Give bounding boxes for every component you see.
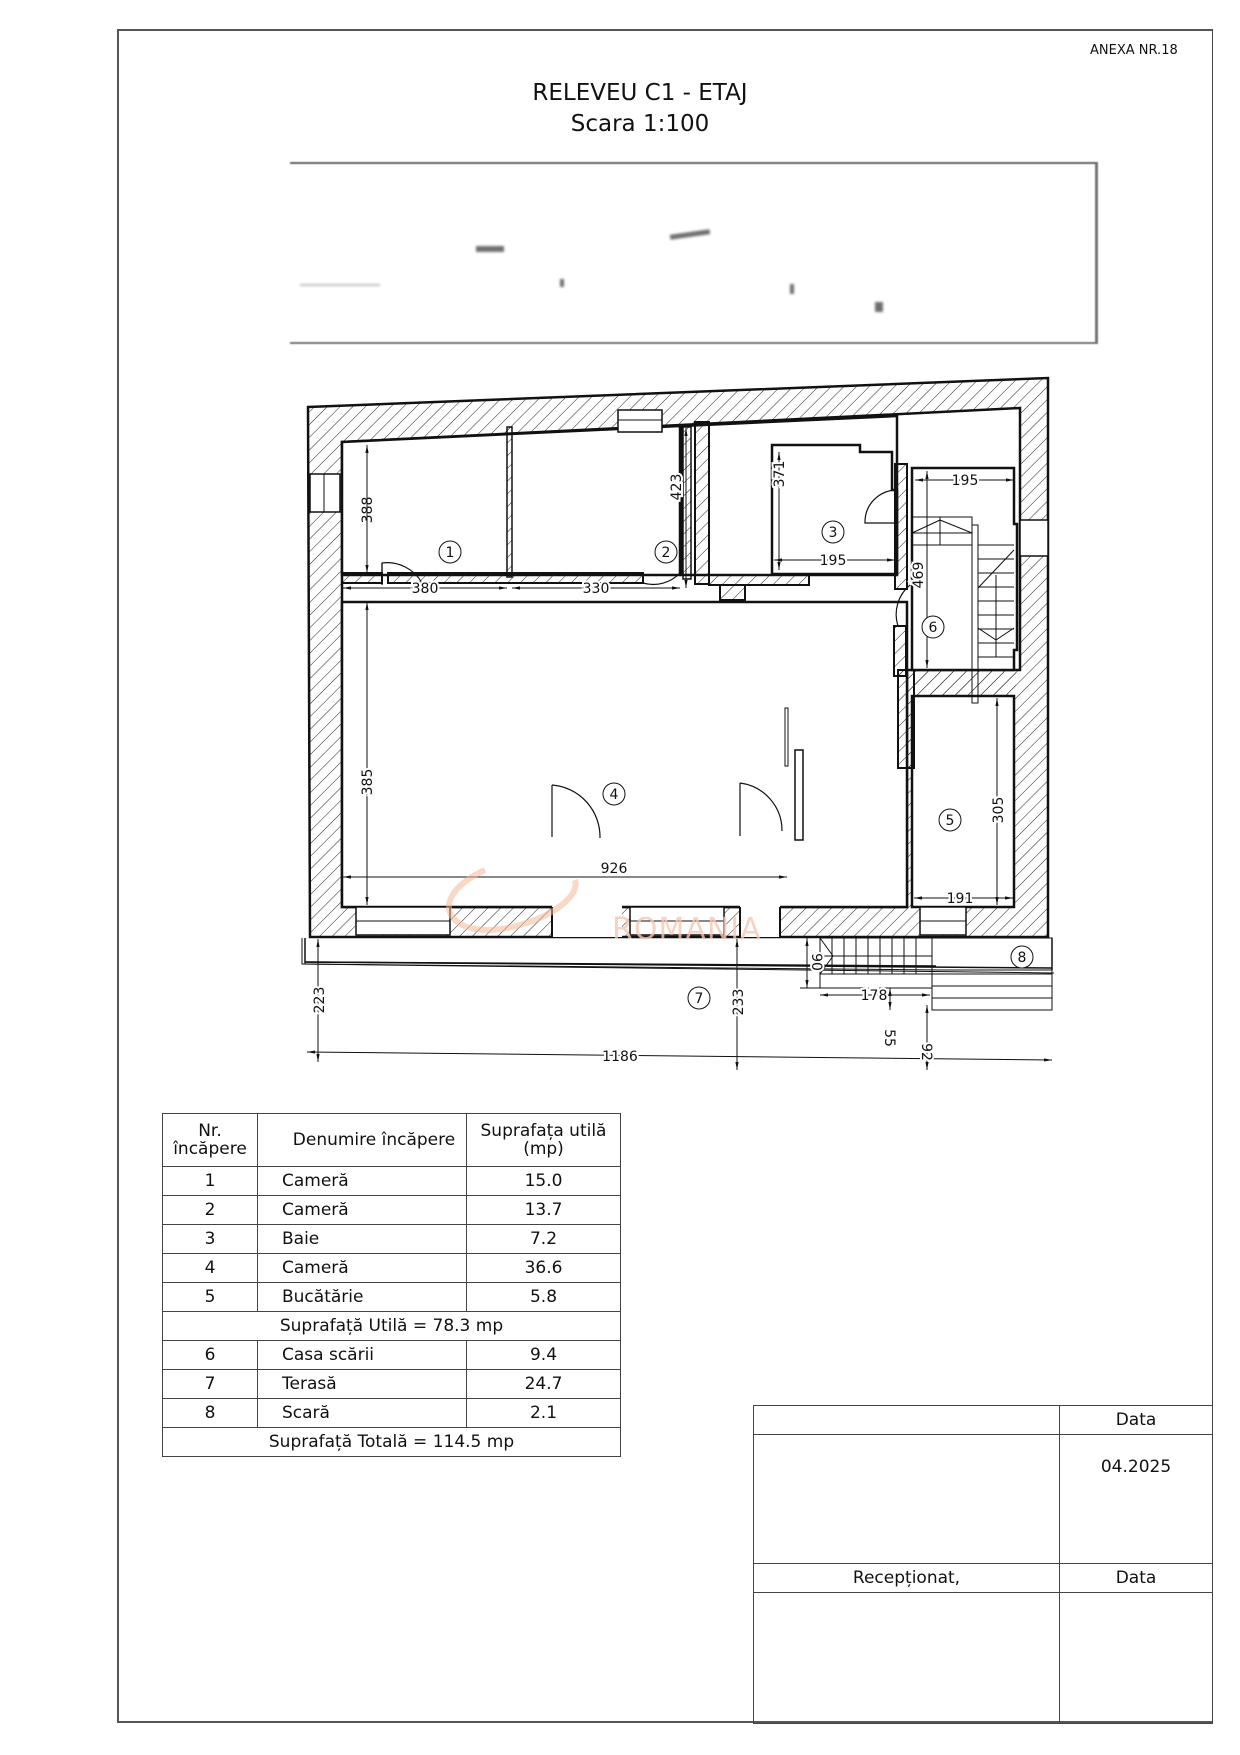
useful-total-row: Suprafață Utilă = 78.3 mp bbox=[163, 1312, 621, 1341]
svg-text:7: 7 bbox=[694, 991, 704, 1007]
table-row: 3 Baie 7.2 bbox=[163, 1225, 621, 1254]
room-area-table bbox=[162, 1113, 621, 1457]
redacted-site-plan bbox=[290, 162, 1098, 344]
watermark: ROMANIA bbox=[612, 912, 762, 947]
room-marker-3 bbox=[822, 521, 844, 543]
annex-label: ANEXA NR.18 bbox=[1090, 43, 1178, 58]
room-marker-8 bbox=[1011, 946, 1033, 968]
svg-text:6: 6 bbox=[928, 620, 938, 636]
table-row: 2 Cameră 13.7 bbox=[163, 1196, 621, 1225]
stamp-blank-header bbox=[754, 1406, 1060, 1435]
dim-room1-width: 380 bbox=[411, 581, 439, 597]
dim-stair8-rise: 90 bbox=[808, 953, 824, 971]
dim-room2-height: 423 bbox=[669, 473, 685, 501]
stamp-date-value: 04.2025 bbox=[1060, 1435, 1213, 1564]
table-row: 7 Terasă 24.7 bbox=[163, 1370, 621, 1399]
svg-text:1: 1 bbox=[445, 545, 455, 561]
dim-terrace-right: 233 bbox=[731, 988, 747, 1016]
dim-terrace-length: 1186 bbox=[602, 1049, 638, 1065]
page-title bbox=[450, 78, 830, 140]
scale-text: Scara 1:100 bbox=[570, 111, 710, 137]
room-marker-5 bbox=[939, 809, 961, 831]
table-row: 6 Casa scării 9.4 bbox=[163, 1341, 621, 1370]
table-row: 5 Bucătărie 5.8 bbox=[163, 1283, 621, 1312]
dim-terrace-left: 223 bbox=[312, 986, 328, 1014]
dim-room4-width: 926 bbox=[600, 861, 628, 877]
header-area: Suprafața utilă (mp) bbox=[467, 1114, 621, 1167]
table-row: 4 Cameră 36.6 bbox=[163, 1254, 621, 1283]
header-name: Denumire încăpere bbox=[258, 1114, 467, 1167]
page-border-right bbox=[1212, 29, 1213, 1409]
received-signature-area bbox=[754, 1593, 1060, 1724]
svg-text:5: 5 bbox=[945, 813, 955, 829]
dim-stair8-edge: 92 bbox=[918, 1043, 934, 1061]
received-date-header: Data bbox=[1060, 1564, 1213, 1593]
grand-total-row: Suprafață Totală = 114.5 mp bbox=[163, 1428, 621, 1457]
header-nr: Nr. încăpere bbox=[163, 1114, 258, 1167]
dim-stair-height: 469 bbox=[911, 561, 927, 589]
table-row: 8 Scară 2.1 bbox=[163, 1399, 621, 1428]
table-header-row bbox=[163, 1114, 621, 1167]
room-marker-4 bbox=[603, 783, 625, 805]
dim-room5-height: 305 bbox=[991, 796, 1007, 824]
dim-room4-height: 385 bbox=[360, 768, 376, 796]
received-date-area bbox=[1060, 1593, 1213, 1724]
room-marker-6 bbox=[922, 616, 944, 638]
room-marker-2 bbox=[655, 541, 677, 563]
dim-stair8-width: 178 bbox=[860, 988, 888, 1004]
title-text: RELEVEU C1 - ETAJ bbox=[532, 80, 748, 106]
svg-text:3: 3 bbox=[828, 525, 838, 541]
dim-room3-width: 195 bbox=[819, 553, 847, 569]
dim-room2-width: 330 bbox=[582, 581, 610, 597]
stamp-date-header: Data bbox=[1060, 1406, 1213, 1435]
floor-plan bbox=[300, 370, 1060, 1090]
received-label: Recepționat, bbox=[754, 1564, 1060, 1593]
room-marker-7 bbox=[688, 987, 710, 1009]
svg-text:4: 4 bbox=[609, 787, 619, 803]
table-row: 1 Cameră 15.0 bbox=[163, 1167, 621, 1196]
dim-stair8-step: 55 bbox=[881, 1029, 897, 1047]
dim-room3-height: 371 bbox=[772, 460, 788, 488]
svg-text:2: 2 bbox=[661, 545, 671, 561]
svg-text:8: 8 bbox=[1017, 950, 1027, 966]
stamp-blank-area bbox=[754, 1435, 1060, 1564]
stamp-block bbox=[753, 1405, 1213, 1724]
dim-room5-width: 191 bbox=[946, 891, 974, 907]
dim-room1-height: 388 bbox=[360, 496, 376, 524]
room-marker-1 bbox=[439, 541, 461, 563]
dim-stair-width: 195 bbox=[951, 473, 979, 489]
